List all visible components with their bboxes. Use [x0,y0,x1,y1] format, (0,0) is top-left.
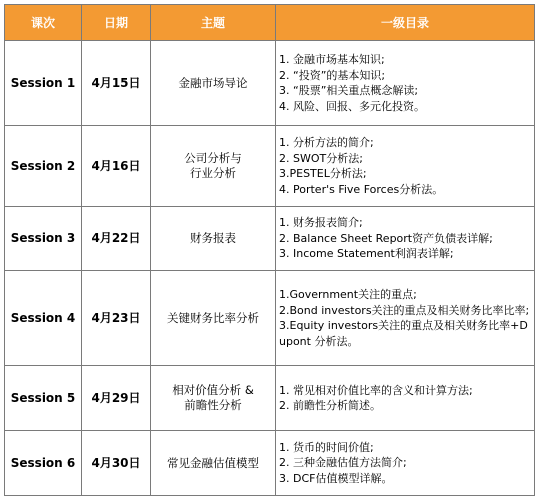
outline-line: 1. 货币的时间价值; [279,440,374,454]
outline-cell [276,431,535,496]
schedule-table-wrapper [4,4,535,496]
outline-cell [276,271,535,366]
topic-cell [151,271,276,366]
outline-cell [276,207,535,271]
topic-line: 前瞻性分析 [184,398,242,412]
date-cell: 4月23日 [82,271,151,366]
table-row [5,207,535,271]
header-topic: 主题 [151,5,276,41]
outline-line: 2. “投资”的基本知识; [279,68,386,82]
topic-line: 相对价值分析 & [172,383,254,397]
outline-line: 2.Bond investors关注的重点及相关财务比率比率; [279,303,530,317]
topic-cell [151,366,276,431]
date-cell: 4月29日 [82,366,151,431]
topic-line: 关键财务比率分析 [167,310,259,325]
outline-line: 1.Government关注的重点; [279,288,417,301]
outline-line: 2. SWOT分析法; [279,151,363,165]
outline-line: 2. 前瞻性分析简述。 [279,399,381,412]
topic-cell [151,431,276,496]
table-row [5,431,535,496]
outline-line: 3.Equity investors关注的重点及相关财务比率+Dupont 分析法。 [279,319,528,348]
outline-line: 4. Porter's Five Forces分析法。 [279,182,444,196]
header-outline: 一级目录 [276,5,535,41]
outline-line: 3. “股票”相关重点概念解读; [279,84,419,97]
topic-line: 公司分析与 [184,151,242,165]
course-schedule-table [4,4,535,496]
session-cell: Session 6 [5,431,82,496]
outline-cell [276,126,535,207]
outline-line: 1. 常见相对价值比率的含义和计算方法; [279,383,473,397]
table-row [5,366,535,431]
session-cell: Session 1 [5,41,82,126]
outline-cell [276,41,535,126]
outline-line: 2. 三种金融估值方法简介; [279,456,407,470]
topic-line: 金融市场导论 [178,75,248,90]
date-cell: 4月16日 [82,126,151,207]
outline-line: 3.PESTEL分析法; [279,167,367,180]
outline-line: 3. Income Statement利润表详解; [279,247,454,261]
table-row [5,271,535,366]
session-cell: Session 2 [5,126,82,207]
topic-cell [151,41,276,126]
table-row [5,41,535,126]
session-cell: Session 3 [5,207,82,271]
date-cell: 4月30日 [82,431,151,496]
outline-line: 3. DCF估值模型详解。 [279,471,393,485]
table-row [5,126,535,207]
outline-line: 2. Balance Sheet Report资产负债表详解; [279,231,493,245]
outline-line: 4. 风险、回报、多元化投资。 [279,99,425,113]
topic-line: 常见金融估值模型 [167,455,259,470]
header-date: 日期 [82,5,151,41]
outline-line: 1. 财务报表简介; [279,216,363,230]
topic-cell [151,126,276,207]
outline-line: 1. 分析方法的简介; [279,136,374,149]
date-cell: 4月15日 [82,41,151,126]
outline-cell [276,366,535,431]
session-cell: Session 5 [5,366,82,431]
topic-line: 财务报表 [190,231,236,245]
date-cell: 4月22日 [82,207,151,271]
outline-line: 1. 金融市场基本知识; [279,53,385,66]
table-header-row [5,5,535,41]
topic-cell [151,207,276,271]
header-session: 课次 [5,5,82,41]
session-cell: Session 4 [5,271,82,366]
topic-line: 行业分析 [190,166,236,180]
